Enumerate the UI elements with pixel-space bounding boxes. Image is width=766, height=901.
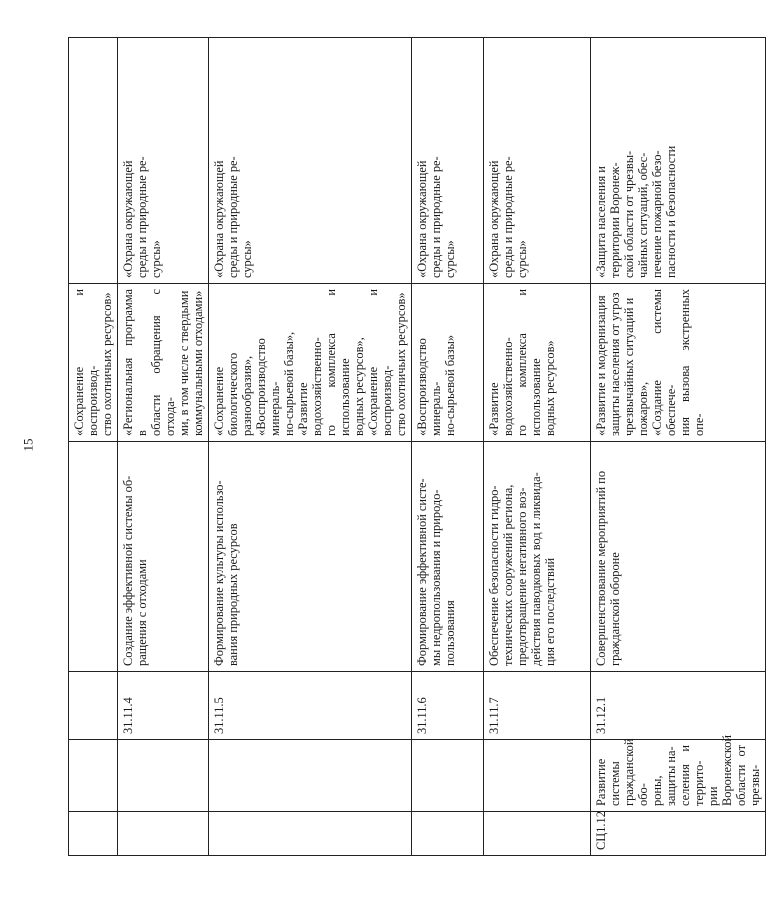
goal-cell-line: Формирование эффективной систе- [415, 478, 429, 666]
program-cell-line: рии Воронежской [706, 734, 734, 806]
table-row [209, 38, 412, 856]
program-link-cell-line: «Воспроизводство минераль- [254, 338, 282, 436]
sub-code-cell: 31.11.6 [412, 672, 484, 740]
code-cell [69, 812, 118, 856]
program-cell [118, 740, 209, 812]
code-cell: СЦ1.12 [591, 812, 766, 856]
program-link-cell-line: «Воспроизводство минераль- [415, 338, 443, 436]
program-link-cell [591, 284, 766, 442]
state-program-cell-line: территории Воронеж- [608, 162, 622, 278]
program-cell-line: гражданской обо- [622, 738, 650, 806]
goal-cell-line: гражданской обороне [608, 552, 622, 666]
state-program-cell-line: сурсы» [515, 240, 529, 278]
state-program-cell-line: «Охрана окружающей [212, 160, 226, 278]
table-row [484, 38, 591, 856]
program-link-cell-line: «Развитие водохозяйственно- [296, 337, 324, 436]
goal-cell-line: предотвращение негативного воз- [515, 487, 529, 666]
state-program-cell [118, 38, 209, 284]
state-program-cell-line: сурсы» [240, 240, 254, 278]
program-link-cell-line: но-сырьевой базы» [443, 334, 457, 436]
goal-cell-line: Обеспечение безопасности гидро- [487, 485, 501, 666]
state-program-cell-line: «Охрана окружающей [487, 160, 501, 278]
goal-cell-line: мы недропользования и природо- [429, 489, 443, 666]
goal-cell [209, 442, 412, 672]
state-program-cell-line: чайных ситуаций, обес- [636, 152, 650, 278]
program-cell-line: селения и террито- [678, 745, 706, 806]
table-row [591, 38, 766, 856]
program-cell-line: Развитие системы [594, 758, 622, 806]
goal-cell-line: Совершенствование мероприятий по [594, 470, 608, 666]
sub-code-cell: 31.11.5 [209, 672, 412, 740]
state-program-cell [484, 38, 591, 284]
program-cell [412, 740, 484, 812]
program-cell [591, 734, 766, 812]
state-program-cell [412, 38, 484, 284]
table-row [118, 38, 209, 856]
state-program-cell-line: «Защита населения и [594, 166, 608, 278]
state-program-cell-line: пасности и безопасности [664, 145, 678, 278]
program-link-cell-line: коммунальными отходами» [191, 290, 205, 436]
goal-cell [69, 442, 118, 672]
program-link-cell-line: «Развитие и модернизация [594, 295, 608, 436]
goal-cell-line: ращения с отходами [135, 559, 149, 666]
program-link-cell-line: го комплекса и использование [515, 289, 543, 436]
program-cell [484, 740, 591, 812]
program-link-cell-line: пожаров», [636, 381, 650, 436]
state-program-cell-line: среды и природные ре- [429, 156, 443, 278]
program-link-cell-line: ство охотничьих ресурсов» [394, 292, 408, 436]
program-link-cell-line: но-сырьевой базы», [282, 331, 296, 436]
goal-cell-line: технических сооружений региона, [501, 484, 515, 666]
program-cell [209, 740, 412, 812]
program-link-cell [209, 284, 412, 442]
goal-cell-line: Создание эффективной системы об- [121, 475, 135, 666]
goal-cell [412, 442, 484, 672]
code-cell [484, 812, 591, 856]
sub-code-cell: 31.12.1 [591, 672, 766, 740]
program-link-cell-line: «Сохранение и воспроизвод- [72, 289, 100, 436]
state-program-cell-line: сурсы» [443, 240, 457, 278]
program-link-cell-line: ми, в том числе с твердыми [177, 290, 191, 436]
program-link-cell [484, 284, 591, 442]
state-program-cell-line: среды и природные ре- [501, 156, 515, 278]
state-program-cell [209, 38, 412, 284]
state-program-cell-line: «Охрана окружающей [121, 160, 135, 278]
program-link-cell-line: «Сохранение биологического [212, 352, 240, 436]
program-link-cell-line: области обращения с отхода- [149, 289, 177, 436]
goal-cell [484, 442, 591, 672]
program-cell [69, 740, 118, 812]
sub-code-cell: 31.11.4 [118, 672, 209, 740]
program-cell-line: области от чрезвы- [734, 745, 762, 806]
goal-cell-line: действия паводковых вод и ликвида- [529, 472, 543, 666]
state-program-cell-line: сурсы» [149, 240, 163, 278]
code-cell [412, 812, 484, 856]
state-program-cell [591, 38, 766, 284]
program-link-cell-line: ство охотничьих ресурсов» [100, 292, 114, 436]
program-link-cell-line: го комплекса и использование [324, 289, 352, 436]
program-link-cell-line: «Региональная программа в [121, 289, 149, 436]
code-cell [209, 812, 412, 856]
programs-table [68, 37, 766, 856]
program-link-cell-line: «Создание системы обеспече- [650, 289, 678, 436]
state-program-cell [69, 38, 118, 284]
program-link-cell-line: защиты населения от угроз [608, 292, 622, 436]
goal-cell-line: вания природных ресурсов [226, 523, 240, 666]
program-link-cell-line: ния вызова экстренных опе- [678, 289, 706, 436]
program-link-cell-line: «Развитие водохозяйственно- [487, 337, 515, 436]
program-link-cell-line: водных ресурсов» [543, 340, 557, 436]
rotated-table-wrapper [68, 38, 762, 856]
program-link-cell [118, 284, 209, 442]
goal-cell [591, 442, 766, 672]
program-cell-line: роны, защиты на- [650, 746, 678, 806]
state-program-cell-line: среды и природные ре- [135, 156, 149, 278]
program-link-cell-line: «Сохранение и воспроизвод- [366, 289, 394, 436]
program-link-cell [69, 284, 118, 442]
state-program-cell-line: печение пожарной безо- [650, 150, 664, 278]
page-number: 15 [20, 438, 36, 452]
table-row [69, 38, 118, 856]
goal-cell [118, 442, 209, 672]
program-link-cell-line: водных ресурсов», [352, 337, 366, 436]
goal-cell-line: Формирование культуры использо- [212, 480, 226, 666]
sub-code-cell: 31.11.7 [484, 672, 591, 740]
state-program-cell-line: среды и природные ре- [226, 156, 240, 278]
code-cell [118, 812, 209, 856]
goal-cell-line: пользования [443, 600, 457, 666]
program-link-cell-line: разнообразия», [240, 355, 254, 436]
table-row [412, 38, 484, 856]
state-program-cell-line: ской области от чрезвы- [622, 150, 636, 278]
program-link-cell-line: чрезвычайных ситуаций и [622, 297, 636, 436]
program-link-cell [412, 284, 484, 442]
state-program-cell-line: «Охрана окружающей [415, 160, 429, 278]
goal-cell-line: ция его последствий [543, 557, 557, 666]
sub-code-cell [69, 672, 118, 740]
